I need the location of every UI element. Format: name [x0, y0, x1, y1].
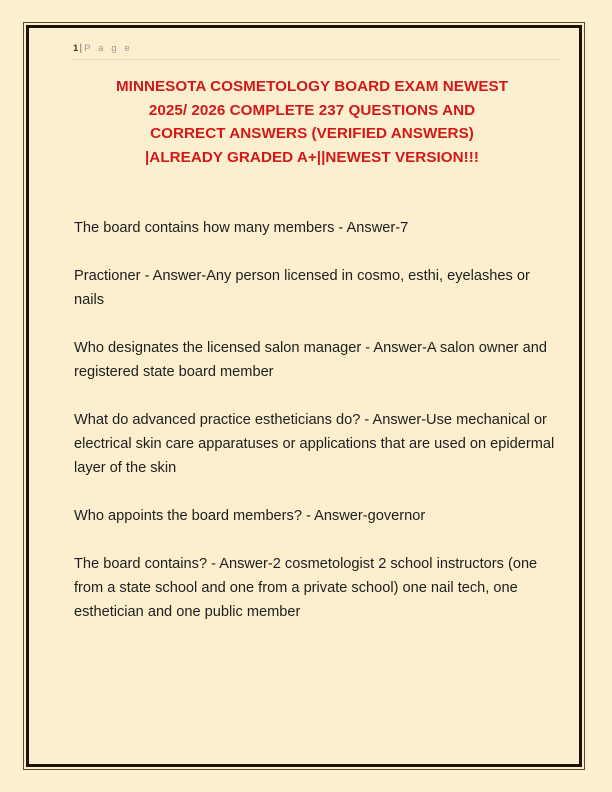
- document-title-line-2: 2025/ 2026 COMPLETE 237 QUESTIONS AND: [148, 101, 476, 119]
- document-body: [74, 216, 561, 624]
- qa-block: The board contains how many members - Answer-7: [74, 220, 409, 236]
- document-title: [75, 75, 549, 169]
- qa-block: Practioner - Answer-Any person licensed in cosmo, esthi, eyelashes or nails: [74, 268, 530, 308]
- header-page-label: P a g e: [84, 43, 133, 54]
- document-page-frame: [26, 25, 582, 767]
- qa-block: Who appoints the board members? - Answer-governor: [74, 508, 426, 524]
- header-separator-glyph: |: [79, 43, 83, 54]
- qa-block: The board contains? - Answer-2 cosmetologist 2 school instructors (one from a state school and one from a private school) one nail tech, one esthetician and one public member: [74, 556, 538, 620]
- header-page-number: 1: [73, 43, 79, 54]
- header-divider-rule: [73, 59, 559, 60]
- document-title-line-1: MINNESOTA COSMETOLOGY BOARD EXAM NEWEST: [115, 78, 509, 95]
- document-page-content: [29, 28, 579, 764]
- qa-block: Who designates the licensed salon manager - Answer-A salon owner and registered state board member: [74, 340, 547, 380]
- qa-block: What do advanced practice estheticians do? - Answer-Use mechanical or electrical skin care apparatuses or applications that are used on epidermal layer of the skin: [74, 412, 555, 476]
- document-title-line-4: |ALREADY GRADED A+||NEWEST VERSION!!!: [145, 148, 479, 166]
- document-title-line-3: CORRECT ANSWERS (VERIFIED ANSWERS): [150, 125, 474, 142]
